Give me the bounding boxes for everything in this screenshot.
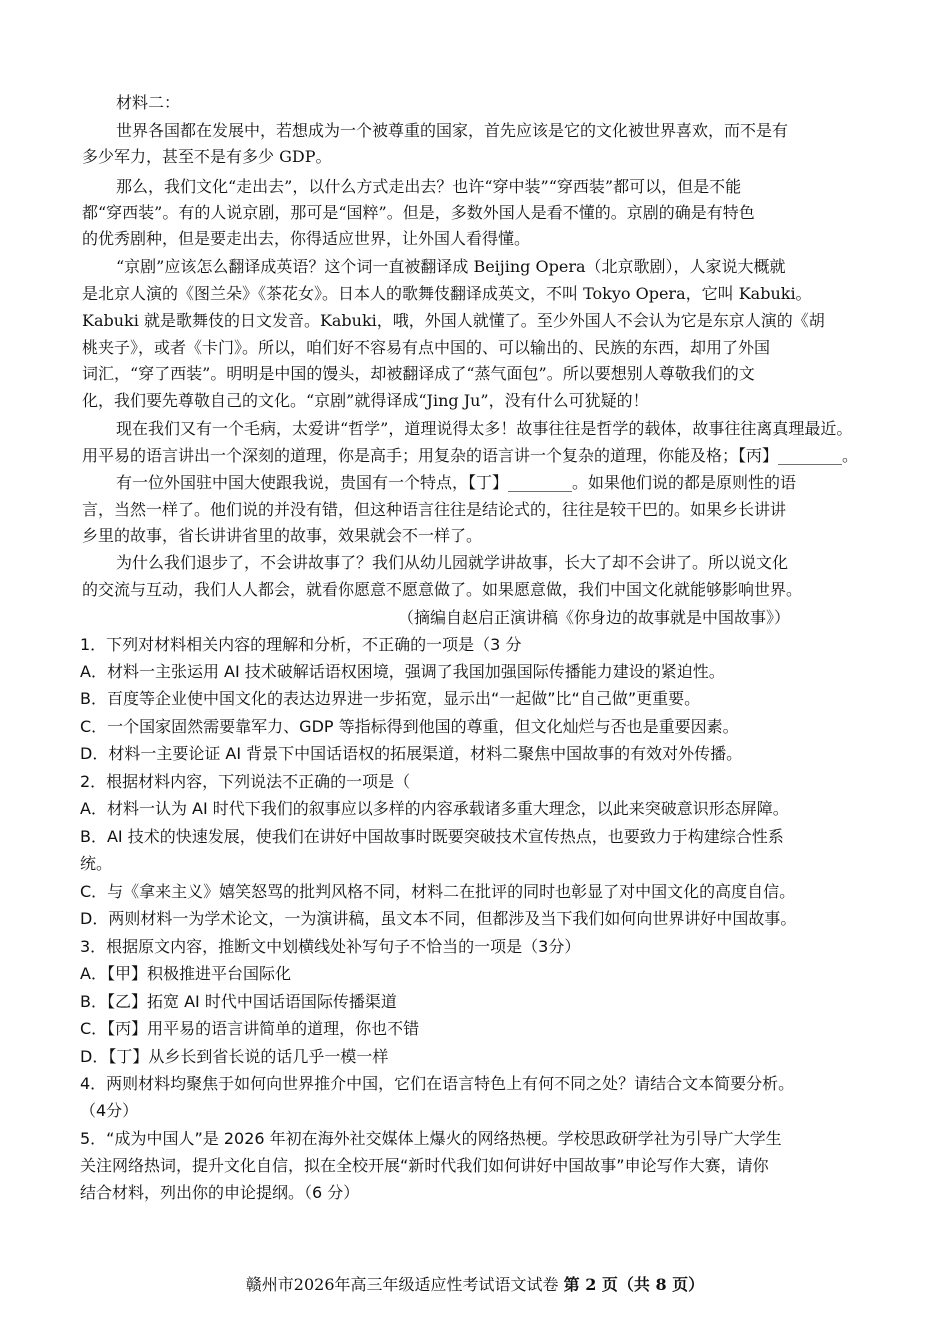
question-3-option-a: A．【甲】积极推进平台国际化 (80, 964, 291, 983)
question-3-option-b: B．【乙】拓宽 AI 时代中国话语国际传播渠道 (80, 992, 397, 1011)
paragraph-line: 那么，我们文化“走出去”，以什么方式走出去？也许“穿中装”“穿西装”都可以，但是不能 (116, 177, 742, 196)
paragraph-line: 用平易的语言讲出一个深刻的道理，你是高手；用复杂的语言讲一个复杂的道理，你能及格；【丙】________。 (82, 446, 859, 465)
paragraph-line: 有一位外国驻中国大使跟我说，贵国有一个特点，【丁】________。如果他们说的都是原则性的语 (116, 473, 797, 492)
paragraph-line: “京剧”应该怎么翻译成英语？这个词一直被翻译成 Beijing Opera（北京歌剧），人家说大概就 (116, 257, 786, 276)
question-3-option-d: D．【丁】从乡长到省长说的话几乎一模一样 (80, 1047, 389, 1066)
page-footer (0, 1272, 950, 1295)
paragraph-line: 乡里的故事，省长讲讲省里的故事，效果就会不一样了。 (82, 526, 483, 545)
page-number: 第 2 页（共 8 页） (563, 1275, 705, 1294)
question-2-stem: 2．根据材料内容，下列说法不正确的一项是（ (80, 772, 411, 791)
question-5-stem-cont: 关注网络热词，提升文化自信，拟在全校开展“新时代我们如何讲好中国故事”申论写作大赛，请你 (80, 1156, 769, 1175)
question-3-stem: 3．根据原文内容，推断文中划横线处补写句子不恰当的一项是（3分） (80, 937, 581, 956)
exam-title: 赣州市2026年高三年级适应性考试语文试卷 (245, 1275, 559, 1294)
question-1-option-d: D．材料一主要论证 AI 背景下中国话语权的拓展渠道，材料二聚焦中国故事的有效对外传播。 (80, 744, 743, 763)
paragraph-line: 言，当然一样了。他们说的并没有错，但这种语言往往是结论式的，往往是较干巴的。如果乡长讲讲 (82, 500, 787, 519)
question-4-points: （4分） (80, 1101, 139, 1120)
paragraph-line: 词汇，“穿了西装”。明明是中国的馒头，却被翻译成了“蒸气面包”。所以要想别人尊敬我们的文 (82, 364, 755, 383)
paragraph-line: 是北京人演的《图兰朵》《茶花女》。日本人的歌舞伎翻译成英文，不叫 Tokyo Opera，它叫 Kabuki。 (82, 284, 812, 303)
paragraph-line: 化，我们要先尊敬自己的文化。“京剧”就得译成“Jing Ju”，没有什么可犹疑的！ (82, 391, 649, 410)
question-1-option-c: C．一个国家固然需要靠军力、GDP 等指标得到他国的尊重，但文化灿烂与否也是重要因素。 (80, 717, 739, 736)
question-1-option-b: B．百度等企业使中国文化的表达边界进一步拓宽，显示出“一起做”比“自己做”更重要。 (80, 689, 701, 708)
paragraph-line: 为什么我们退步了，不会讲故事了？我们从幼儿园就学讲故事，长大了却不会讲了。所以说文化 (116, 553, 789, 572)
paragraph-line: 桃夹子》，或者《卡门》。所以，咱们好不容易有点中国的、可以输出的、民族的东西，却用了外国 (82, 338, 771, 357)
paragraph-line: Kabuki 就是歌舞伎的日文发音。Kabuki，哦，外国人就懂了。至少外国人不会认为它是东京人演的《胡 (82, 311, 825, 330)
question-5-stem: 5．“成为中国人”是 2026 年初在海外社交媒体上爆火的网络热梗。学校思政研学社为引导广大学生 (80, 1129, 782, 1148)
question-2-option-a: A．材料一认为 AI 时代下我们的叙事应以多样的内容承载诸多重大理念，以此来突破意识形态屏障。 (80, 799, 789, 818)
question-1-option-a: A．材料一主张运用 AI 技术破解话语权困境，强调了我国加强国际传播能力建设的紧迫性。 (80, 662, 725, 681)
paragraph-line: 世界各国都在发展中，若想成为一个被尊重的国家，首先应该是它的文化被世界喜欢，而不是有 (116, 121, 789, 140)
material-heading: 材料二： (116, 93, 181, 112)
question-2-option-c: C．与《拿来主义》嬉笑怒骂的批判风格不同，材料二在批评的同时也彰显了对中国文化的高度自信。 (80, 882, 796, 901)
question-3-option-c: C．【丙】用平易的语言讲简单的道理，你也不错 (80, 1019, 420, 1038)
paragraph-line: 的优秀剧种，但是要走出去，你得适应世界，让外国人看得懂。 (82, 229, 531, 248)
paragraph-line: 多少军力，甚至不是有多少 GDP。 (82, 147, 332, 166)
question-2-option-d: D．两则材料一为学术论文，一为演讲稿，虽文本不同，但都涉及当下我们如何向世界讲好中国故事。 (80, 909, 797, 928)
question-4-stem: 4．两则材料均聚焦于如何向世界推介中国，它们在语言特色上有何不同之处？请结合文本简要分析。 (80, 1074, 795, 1093)
paragraph-line: 现在我们又有一个毛病，太爱讲“哲学”，道理说得太多！故事往往是哲学的载体，故事往往离真理最近。 (116, 419, 853, 438)
paragraph-line: 都“穿西装”。有的人说京剧，那可是“国粹”。但是，多数外国人是看不懂的。京剧的确是有特色 (82, 203, 755, 222)
source-citation: （摘编自赵启正演讲稿《你身边的故事就是中国故事》） (398, 608, 791, 627)
question-5-stem-end: 结合材料，列出你的申论提纲。（6 分） (80, 1183, 360, 1202)
question-2-option-b-cont: 统。 (80, 854, 113, 873)
paragraph-line: 的交流与互动，我们人人都会，就看你愿意不愿意做了。如果愿意做，我们中国文化就能够影响世界。 (82, 580, 803, 599)
question-1-stem: 1．下列对材料相关内容的理解和分析，不正确的一项是（3 分 (80, 635, 522, 654)
question-2-option-b: B．AI 技术的快速发展，使我们在讲好中国故事时既要突破技术宣传热点，也要致力于构建综合性系 (80, 827, 784, 846)
